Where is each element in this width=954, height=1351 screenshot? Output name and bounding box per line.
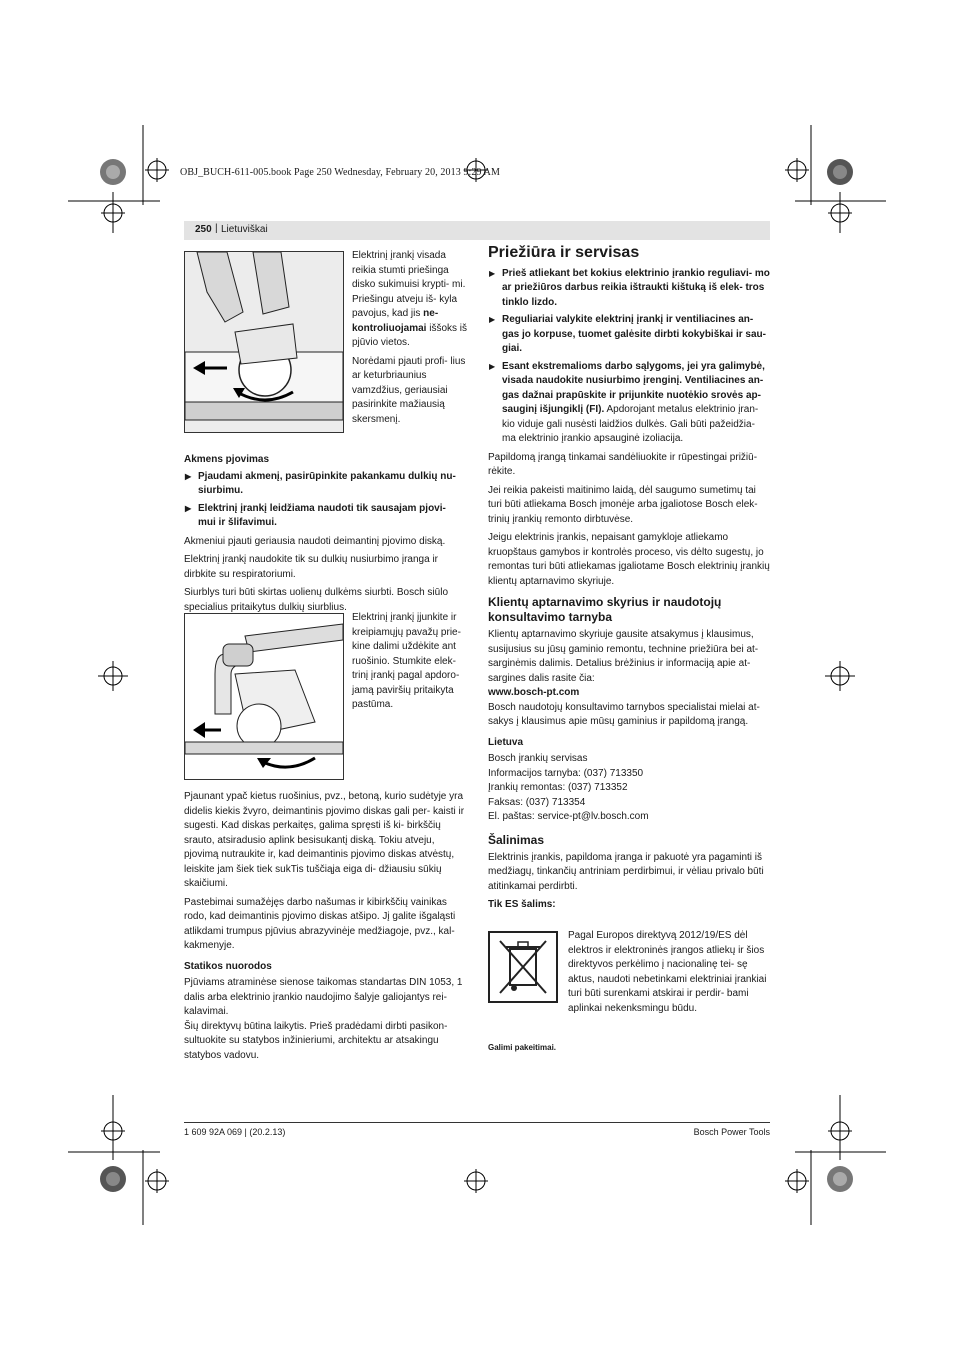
contact-line-1: Bosch įrankių servisas [488,753,588,764]
after-para-1: Pjaunant ypač kietus ruošinius, pvz., betoną, kurio sudėtyje yra didelis kiekis žvyro, deimantinis pjovimo diskas gali per- kaisti ir sugesti. Kad diskas perkaitęs, galima spręsti iš ki- birkščių srauto, atsiradusio aplink besisukantį diską. Tokiu atveju, pjovimą nutraukite ir, kad deimantinis pjovimo diskas atvėstų, leiskite jam šiek tiek sukTis tuščiąja eiga di- džiausiu sūkių skaičiumi. [184,791,465,889]
service-bullet-1: ▶ Prieš atliekant bet kokius elektrinio įrankio reguliavi- mo ar priežiūros darbus reikia ištraukti kištuką iš elek- tros tinklo lizdo. [488,267,770,311]
contact-line-3: Įrankių remontas: (037) 713352 [488,782,628,793]
contact-email[interactable]: El. paštas: service-pt@lv.bosch.com [488,811,649,822]
eu-para: Pagal Europos direktyvą 2012/19/ES dėl elektros ir elektroninės įrangos atliekų ir šios direktyvos perkėlimo į nacionalinę tei- sę aktus, naudoti nebetinkami elektriniai įrankiai turi būti surenkami atskirai ir perdir- bami aplinkai nekenksmingu būdu. [568,930,767,1014]
left-lower-section [184,790,466,1067]
footer-rule [184,1122,770,1123]
service-bullet-3: ▶ Esant ekstremalioms darbo sąlygoms, jei yra galimybė, visada naudokite nusiurbimo įrenginį. Ventiliacines an- gas dažnai prapūskite ir prijunkite nuotėkio srovės ap- sauginį išjungiklį (FI). Apdorojant metalus elektrinio įran- kio viduje gali nusėsti laidžios dulkės. Gali būti pažeidžia- ma elektrinio įrankio apsauginė izoliacija. [488,360,770,447]
country-heading: Lietuva [488,736,524,748]
stone-heading: Akmens pjovimas [184,454,270,465]
stone-para-1: Akmeniui pjauti geriausia naudoti deimantinį pjovimo diską. [184,535,446,547]
after-para-2: Pastebimai sumažėjęs darbo našumas ir kibirkščių vainikas rodo, kad deimantinis pjovimo diskas atšipo. Jį galite išgaląsti atlikdami trumpus pjūvius abrazyvinėje medžiagoje, pvz., kal- kakmenyje. [184,896,456,951]
fig1-para1-end: iššoks iš pjūvio vietos. [352,322,468,348]
service-para-1: Papildomą įrangą tinkamai sandėliuokite ir rūpestingai prižiū- rėkite. [488,451,758,477]
page-language: Lietuviškai [221,224,268,235]
service-para-2: Jei reikia pakeisti maitinimo laidą, dėl saugumo sumetimų tai turi būti atliekama Bosch įmonėje arba įgaliotose Bosch elek- trinių įrankių remonto dirbtuvėse. [488,484,758,525]
stone-para-2: Elektrinį įrankį naudokite tik su dulkių nusiurbimo įranga ir dirbkite su respiratoriumi. [184,554,439,580]
disposal-heading: Šalinimas [488,832,545,847]
print-header: OBJ_BUCH-611-005.book Page 250 Wednesday, February 20, 2013 9:29 AM [180,167,500,178]
page-number: 250 [195,224,212,235]
section-title: Priežiūra ir servisas [488,244,640,261]
stone-bullet-1: ▶ Pjaudami akmenį, pasirūpinkite pakankamu dulkių nu- siurbimu. [184,470,466,499]
footer-left: 1 609 92A 069 | (20.2.13) [184,1127,286,1137]
static-para-2: Šių direktyvų būtina laikytis. Prieš pradėdami dirbti pasikon- sultuokite su statybos inžinieriumi, architektu ar atsakingu statybos vadovu. [184,1020,448,1061]
customer-service-para: Klientų aptarnavimo skyriuje gausite atsakymus į klausimus, susijusius su jūsų gaminio remontu, technine priežiūra bei at- sarginėmis dalimis. Detalius brėžinius ir informaciją apie at- sargines dalis rasite čia: [488,629,759,684]
fig1-para1-text: Elektrinį įrankį visada reikia stumti priešinga disko sukimuisi krypti- mi. Priešingu atveju iš- kyla pavojus, kad jis [352,250,466,319]
consult-para: Bosch naudotojų konsultavimo tarnybos specialistai mielai at- sakys į klausimus apie mūsų gaminius ir papildomą įrangą. [488,701,760,727]
fig2-para: Elektrinį įrankį įjunkite ir kreipiamųjų pavažų prie- kine dalimi uždėkite ant ruošinio. Stumkite elek- trinį įrankį pagal apdoro- jamą paviršių pritaikyta pastūma. [352,612,461,710]
stone-bullet-2: ▶ Elektrinį įrankį leidžiama naudoti tik sausajam pjovi- mui ir šlifavimui. [184,502,466,531]
fig1-text [352,249,467,431]
contact-line-4: Faksas: (037) 713354 [488,796,586,808]
bosch-url[interactable]: www.bosch-pt.com [488,687,580,698]
customer-service-heading: Klientų aptarnavimo skyrius ir naudotojų konsultavimo tarnyba [488,595,722,624]
service-bullet-2: ▶ Reguliariai valykite elektrinį įrankį ir ventiliacines an- gas jo korpuse, tuomet galėsite dirbti kokybiškai ir sau- giai. [488,313,770,357]
crossed-bin-icon [490,933,556,1001]
header-separator: | [215,223,218,234]
static-para-1: Pjūviams atraminėse sienose taikomas standartas DIN 1053, 1 dalis arba elektrinio įrankio naudojimo šalyje galiojantys rei- kalavimai. [184,977,463,1017]
fig1-para2: Norėdami pjauti profi- lius ar keturbriaunius vamzdžius, geriausiai pasirinkite mažiausią skersmenį. [352,355,466,425]
left-stone-section [184,447,466,619]
weee-bin-icon [488,931,558,1003]
guide-sled-illustration [185,614,343,779]
cutting-direction-illustration [185,252,343,432]
changes-note: Galimi pakeitimai. [488,1043,557,1052]
figure-guide-sled [184,613,344,780]
fig1-para1-bold: ne- kontroliuojamai [352,308,439,334]
eu-text [568,929,771,1020]
contact-line-2: Informacijos tarnyba: (037) 713350 [488,767,644,779]
figure-cutting-direction [184,251,344,433]
page-header-bar [184,221,770,240]
disposal-para: Elektrinis įrankis, papildoma įranga ir pakuotė yra pagaminti iš medžiagų, tinkančių antriniam perdirbimui, ir vėliau privalo būti atitinkamai perdirbti. [488,851,764,892]
static-heading: Statikos nuorodos [184,960,272,972]
service-para-3: Jeigu elektrinis įrankis, nepaisant gamykloje atliekamo kruopštaus gamybos ir kontrolės proceso, vis dėlto sugestų, jo remontas turi būti atliekamas įgaliotame Bosch elektrinių įrankių klientų aptarnavimo skyriuje. [488,532,770,587]
right-column [488,246,770,915]
footer-right: Bosch Power Tools [693,1127,770,1137]
stone-para-3: Siurblys turi būti skirtas uolienų dulkėms siurbti. Bosch siūlo specialius pritaikytus dulkių siurblius. [184,587,448,613]
eu-heading: Tik ES šalims: [488,899,556,910]
fig2-text [352,611,467,717]
